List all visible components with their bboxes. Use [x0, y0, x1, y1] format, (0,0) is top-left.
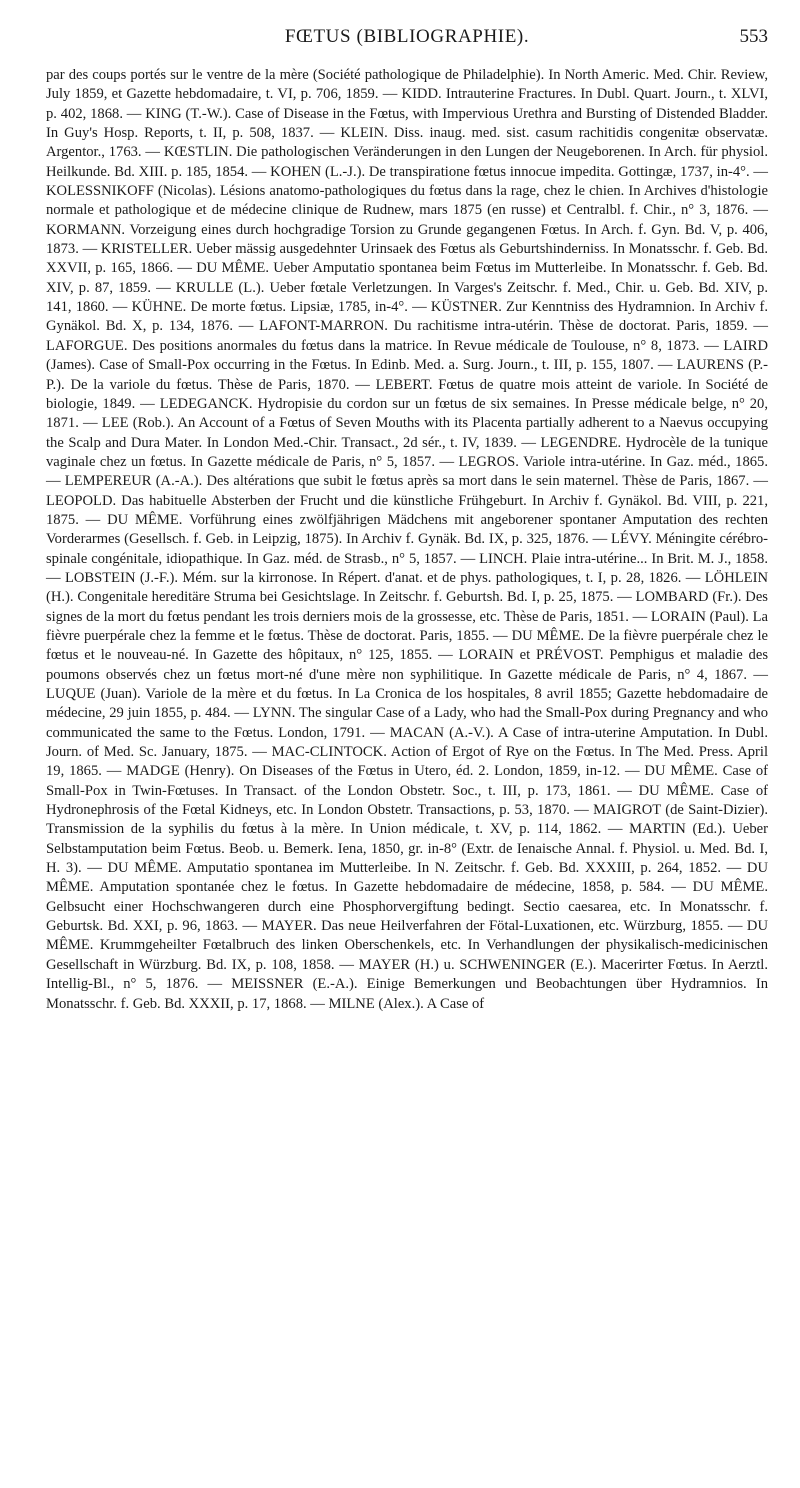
page-number: 553 [739, 26, 768, 47]
bibliography-text [46, 66, 768, 1014]
page [46, 26, 768, 1014]
bibliography-paragraph: par des coups portés sur le ventre de la mère (Société pathologique de Philadelphie). In North Americ. Med. Chir. Review, July 1859, et Gazette hebdomadaire, t. VI, p. 706, 1859. — KIDD. Intrauterine Fractures. In Dubl. Quart. Journ., t. XLVI, p. 402, 1868. — KING (T.-W.). Case of Disease in the Fœtus, with Impervious Urethra and Bursting of Distended Bladder. In Guy's Hosp. Reports, t. II, p. 508, 1837. — KLEIN. Diss. inaug. med. sist. casum rachitidis congenitæ observatæ. Argentor., 1763. — KŒSTLIN. Die pathologischen Veränderungen in den Lungen der Neugeborenen. In Arch. für physiol. Heilkunde. Bd. XIII. p. 185, 1854. — KOHEN (L.-J.). De transpiratione fœtus innocue impedita. Gottingæ, 1737, in-4°. — KOLESSNIKOFF (Nicolas). Lésions anatomo-pathologiques du fœtus dans la rage, chez le chien. In Archives d'histologie normale et pathologique et de médecine clinique de Rudnew, mars 1875 (en russe) et Centralbl. f. Chir., n° 3, 1876. — KORMANN. Vorzeigung eines durch hochgradige Torsion zu Grunde gegangenen Fœtus. In Arch. f. Gyn. Bd. V, p. 406, 1873. — KRISTELLER. Ueber mässig ausgedehnter Urinsaek des Fœtus als Geburtshinderniss. In Monatsschr. f. Geb. Bd. XXVII, p. 165, 1866. — DU MÊME. Ueber Amputatio spontanea beim Fœtus im Mutterleibe. In Monatsschr. f. Geb. Bd. XIV, p. 87, 1859. — KRULLE (L.). Ueber fœtale Verletzungen. In Varges's Zeitschr. f. Med., Chir. u. Geb. Bd. XIV, p. 141, 1860. — KÜHNE. De morte fœtus. Lipsiæ, 1785, in-4°. — KÜSTNER. Zur Kenntniss des Hydramnion. In Archiv f. Gynäkol. Bd. X, p. 134, 1876. — LAFONT-MARRON. Du rachitisme intra-utérin. Thèse de doctorat. Paris, 1859. — LAFORGUE. Des positions anormales du fœtus dans la matrice. In Revue médicale de Toulouse, n° 8, 1873. — LAIRD (James). Case of Small-Pox occurring in the Fœtus. In Edinb. Med. a. Surg. Journ., t. III, p. 155, 1807. — LAURENS (P.-P.). De la variole du fœtus. Thèse de Paris, 1870. — LEBERT. Fœtus de quatre mois atteint de variole. In Société de biologie, 1849. — LEDEGANCK. Hydropisie du cordon sur un fœtus de six semaines. In Presse médicale belge, n° 20, 1871. — LEE (Rob.). An Account of a Fœtus of Seven Mouths with its Placenta partially adherent to a Naevus occupying the Scalp and Dura Mater. In London Med.-Chir. Transact., 2d sér., t. IV, 1839. — LEGENDRE. Hydrocèle de la tunique vaginale chez un fœtus. In Gazette médicale de Paris, n° 5, 1857. — LEGROS. Variole intra-utérine. In Gaz. méd., 1865. — LEMPEREUR (A.-A.). Des altérations que subit le fœtus après sa mort dans le sein maternel. Thèse de Paris, 1867. — LEOPOLD. Das habituelle Absterben der Frucht und die künstliche Frühgeburt. In Archiv f. Gynäkol. Bd. VIII, p. 221, 1875. — DU MÊME. Vorführung eines zwölfjährigen Mädchens mit angeborener spontaner Amputation des rechten Vorderarmes (Gesellsch. f. Geb. in Leipzig, 1875). In Archiv f. Gynäk. Bd. IX, p. 325, 1876. — LÉVY. Méningite cérébro-spinale congénitale, idiopathique. In Gaz. méd. de Strasb., n° 5, 1857. — LINCH. Plaie intra-utérine... In Brit. M. J., 1858. — LOBSTEIN (J.-F.). Mém. sur la kirronose. In Répert. d'anat. et de phys. pathologiques, t. I, p. 28, 1826. — LÖHLEIN (H.). Congenitale hereditäre Struma bei Gesichtslage. In Zeitschr. f. Geburtsh. Bd. I, p. 25, 1875. — LOMBARD (Fr.). Des signes de la mort du fœtus pendant les trois derniers mois de la grossesse, etc. Thèse de Paris, 1851. — LORAIN (Paul). La fièvre puerpérale chez la femme et le fœtus. Thèse de doctorat. Paris, 1855. — DU MÊME. De la fièvre puerpérale chez le fœtus et le nouveau-né. In Gazette des hôpitaux, n° 125, 1855. — LORAIN et PRÉVOST. Pemphigus et maladie des poumons observés chez un fœtus mort-né d'une mère non syphilitique. In Gazette médicale de Paris, n° 4, 1867. — LUQUE (Juan). Variole de la mère et du fœtus. In La Cronica de los hospitales, 8 avril 1855; Gazette hebdomadaire de médecine, 29 juin 1855, p. 484. — LYNN. The singular Case of a Lady, who had the Small-Pox during Pregnancy and who communicated the same to the Fœtus. London, 1791. — MACAN (A.-V.). A Case of intra-uterine Amputation. In Dubl. Journ. of Med. Sc. January, 1875. — MAC-CLINTOCK. Action of Ergot of Rye on the Fœtus. In The Med. Press. April 19, 1865. — MADGE (Henry). On Diseases of the Fœtus in Utero, éd. 2. London, 1859, in-12. — DU MÊME. Case of Small-Pox in Twin-Fœtuses. In Transact. of the London Obstetr. Soc., t. III, p. 173, 1861. — DU MÊME. Case of Hydronephrosis of the Fœtal Kidneys, etc. In London Obstetr. Transactions, p. 53, 1870. — MAIGROT (de Saint-Dizier). Transmission de la syphilis du fœtus à la mère. In Union médicale, t. XV, p. 114, 1862. — MARTIN (Ed.). Ueber Selbstamputation beim Fœtus. Beob. u. Bemerk. Iena, 1850, gr. in-8° (Extr. de Ienaische Annal. f. Physiol. u. Med. Bd. I, H. 3). — DU MÊME. Amputatio spontanea im Mutterleibe. In N. Zeitschr. f. Geb. Bd. XXXIII, p. 264, 1852. — DU MÊME. Amputation spontanée chez le fœtus. In Gazette hebdomadaire de médecine, 1858, p. 584. — DU MÊME. Gelbsucht einer Hochschwangeren durch eine Phosphorvergiftung bedingt. Sectio caesarea, etc. In Monatsschr. f. Geburtsk. Bd. XXI, p. 96, 1863. — MAYER. Das neue Heilverfahren der Fötal-Luxationen, etc. Würzburg, 1855. — DU MÊME. Krummgeheilter Fœtalbruch des linken Oberschenkels, etc. In Verhandlungen der physikalisch-medicinischen Gesellschaft in Würzburg. Bd. IX, p. 108, 1858. — MAYER (H.) u. SCHWENINGER (E.). Macerirter Fœtus. In Aerztl. Intellig-Bl., n° 5, 1876. — MEISSNER (E.-A.). Einige Bemerkungen und Beobachtungen über Hydramnios. In Monatsschr. f. Geb. Bd. XXXII, p. 17, 1868. — MILNE (Alex.). A Case of [46, 67, 768, 1012]
page-header [46, 26, 768, 50]
running-title: FŒTUS (BIBLIOGRAPHIE). [284, 26, 530, 47]
